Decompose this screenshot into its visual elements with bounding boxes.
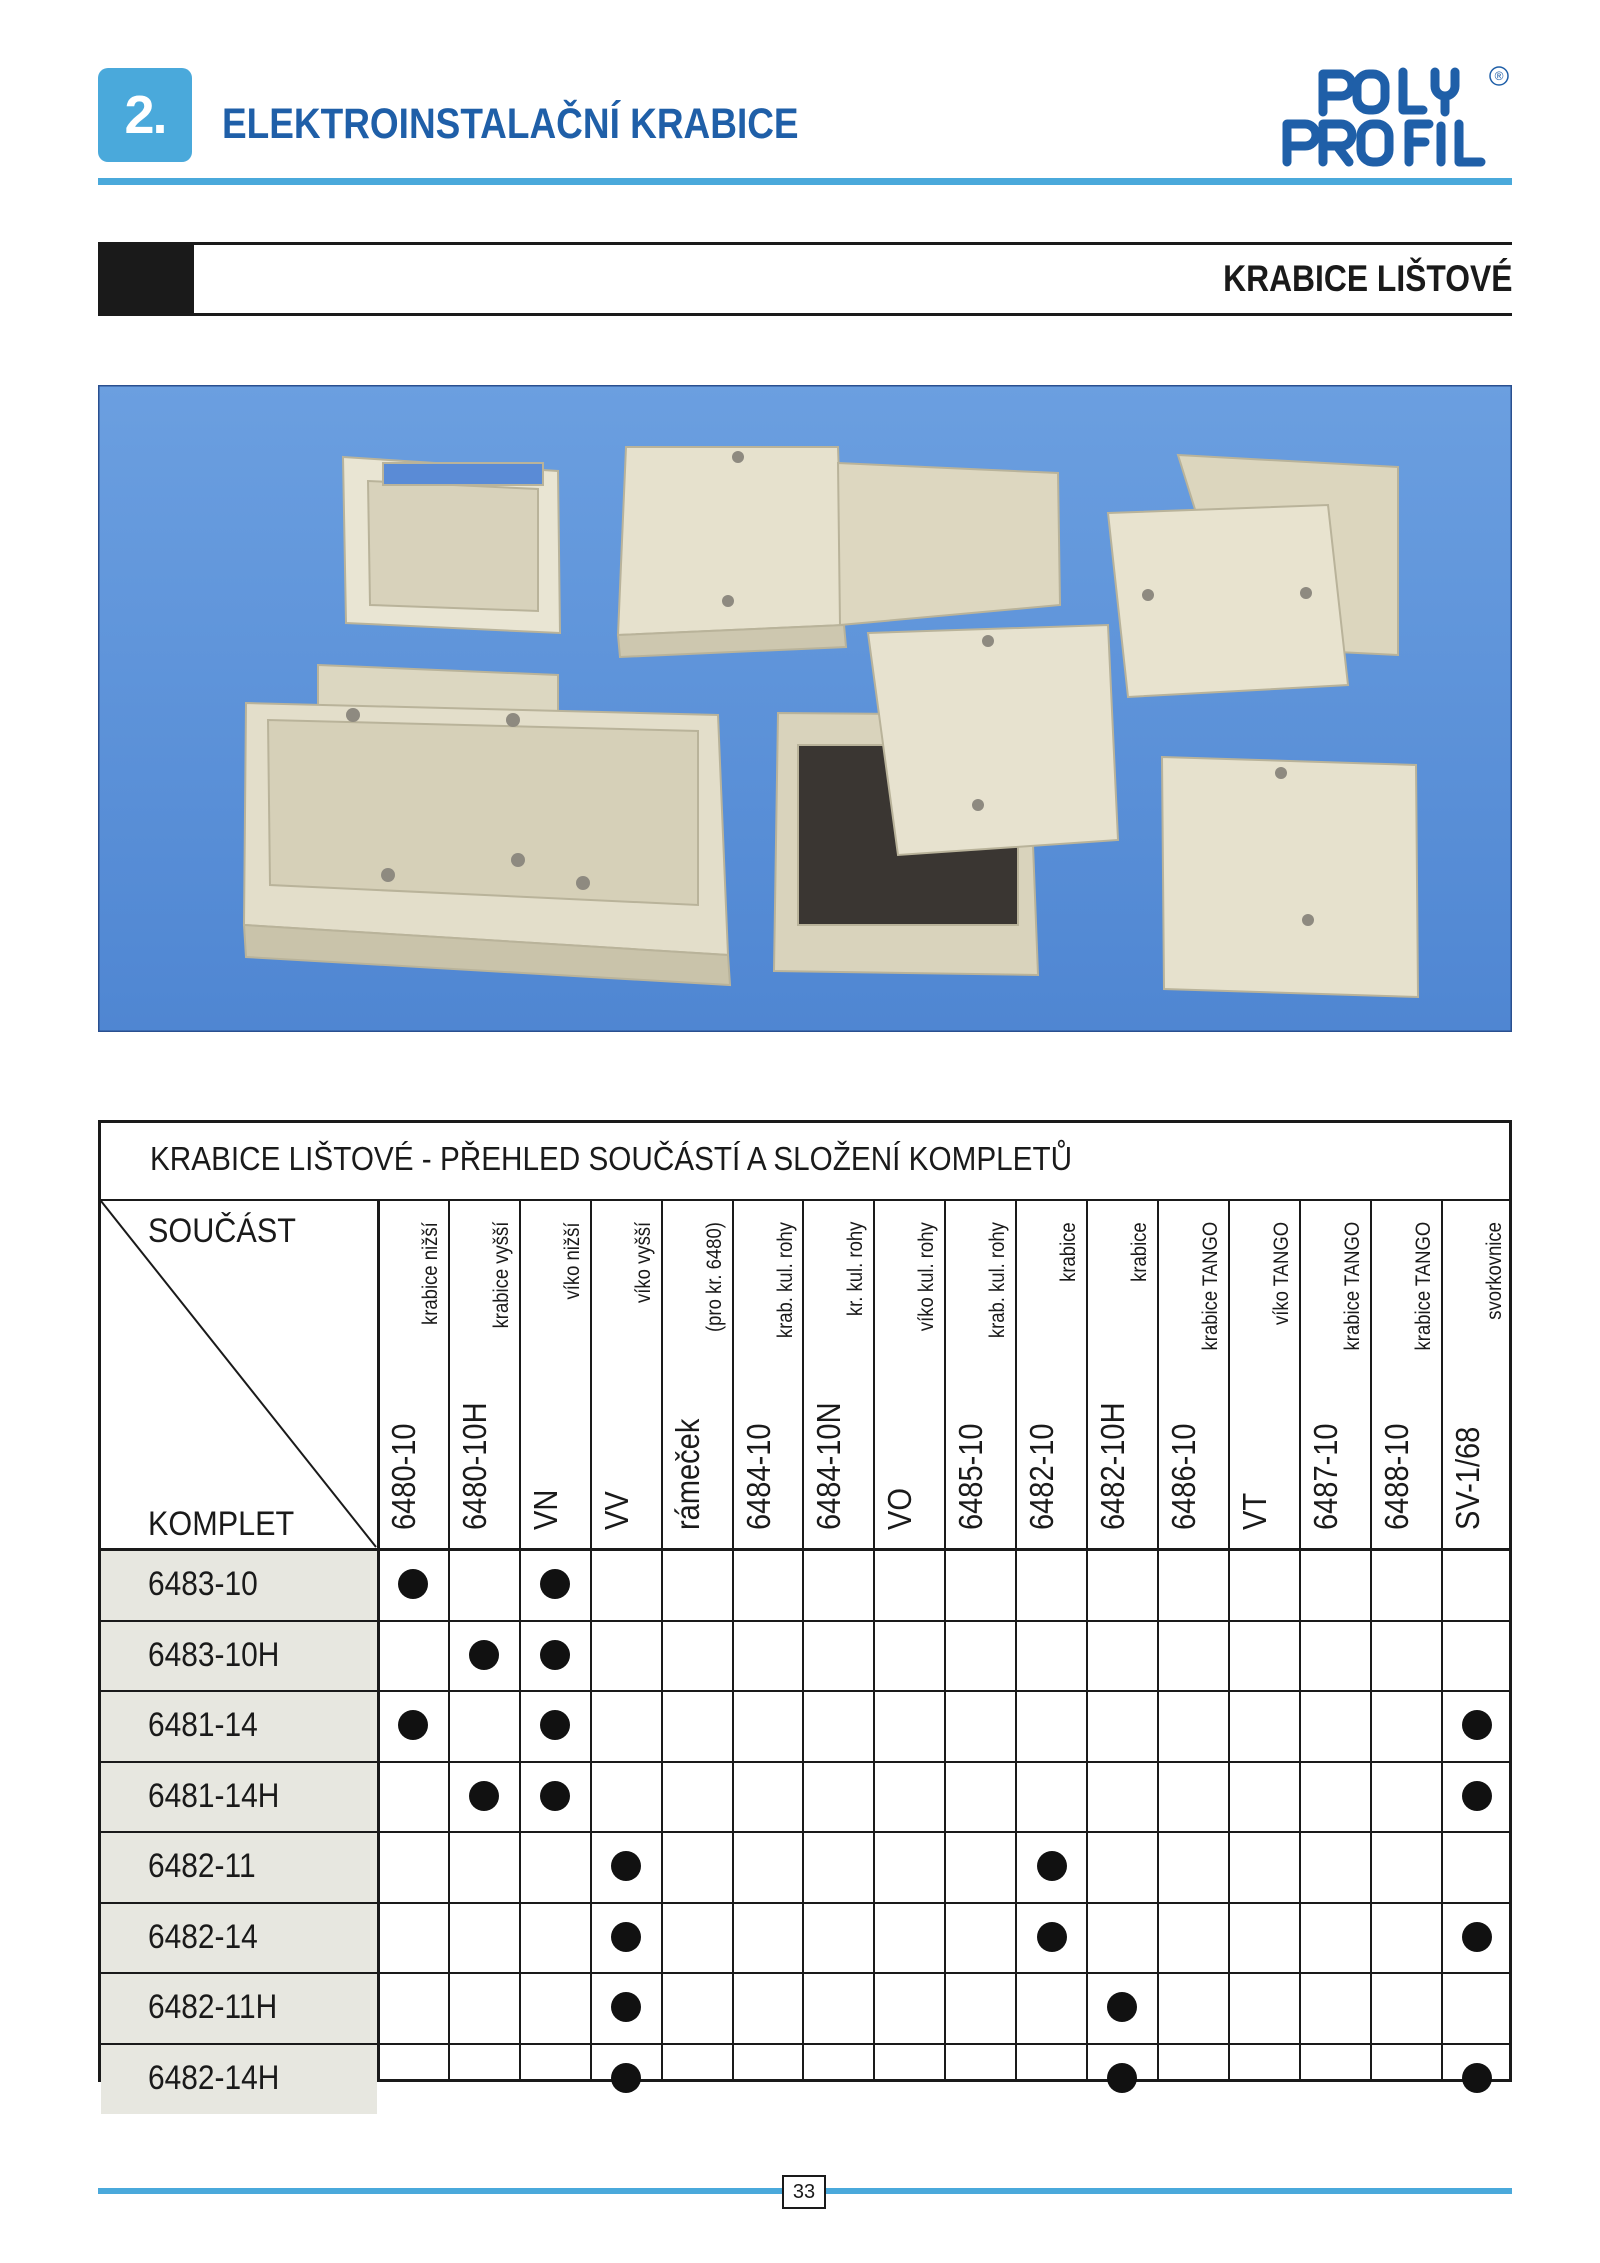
polyprofil-logo bbox=[1275, 62, 1515, 172]
component-included-dot bbox=[540, 1710, 570, 1740]
column-code: VT bbox=[1236, 1492, 1273, 1530]
column-code: 6482-10 bbox=[1023, 1423, 1060, 1530]
column-description: krabice TANGO bbox=[1341, 1222, 1364, 1351]
component-included-dot bbox=[1107, 2063, 1137, 2093]
column-code: 6480-10H bbox=[456, 1402, 493, 1530]
column-description: krabice nižší bbox=[419, 1222, 442, 1325]
component-included-dot bbox=[469, 1781, 499, 1811]
column-code: 6480-10 bbox=[385, 1423, 422, 1530]
column-header bbox=[944, 1200, 1014, 1548]
column-description: svorkovnice bbox=[1483, 1222, 1506, 1320]
component-included-dot bbox=[611, 1992, 641, 2022]
column-header bbox=[661, 1200, 731, 1548]
column-description: krab. kul. rohy bbox=[986, 1222, 1009, 1339]
column-header bbox=[448, 1200, 518, 1548]
component-included-dot bbox=[398, 1710, 428, 1740]
component-included-dot bbox=[469, 1640, 499, 1670]
column-description: krab. kul. rohy bbox=[774, 1222, 797, 1339]
component-included-dot bbox=[611, 1851, 641, 1881]
column-header bbox=[1228, 1200, 1298, 1548]
column-description: krabice bbox=[1128, 1222, 1151, 1282]
column-code: 6486-10 bbox=[1165, 1423, 1202, 1530]
column-code: 6484-10 bbox=[740, 1423, 777, 1530]
component-included-dot bbox=[611, 2063, 641, 2093]
product-photo bbox=[98, 385, 1512, 1032]
column-header bbox=[1157, 1200, 1227, 1548]
component-included-dot bbox=[1037, 1922, 1067, 1952]
corner-label-soucast: SOUČÁST bbox=[148, 1212, 296, 1250]
section-heading-block bbox=[98, 242, 194, 316]
column-header bbox=[1086, 1200, 1156, 1548]
column-header bbox=[1299, 1200, 1369, 1548]
column-description: krabice TANGO bbox=[1199, 1222, 1222, 1351]
column-header bbox=[1370, 1200, 1440, 1548]
component-included-dot bbox=[1037, 1851, 1067, 1881]
row-label: 6481-14H bbox=[148, 1777, 280, 1815]
column-code: SV-1/68 bbox=[1449, 1426, 1486, 1530]
column-header bbox=[802, 1200, 872, 1548]
column-header bbox=[1015, 1200, 1085, 1548]
column-code: VV bbox=[598, 1491, 635, 1530]
column-description: víko kul. rohy bbox=[915, 1222, 938, 1331]
column-code: 6482-10H bbox=[1094, 1402, 1131, 1530]
column-code: 6488-10 bbox=[1378, 1423, 1415, 1530]
column-description: krabice bbox=[1057, 1222, 1080, 1282]
component-included-dot bbox=[1462, 2063, 1492, 2093]
registered-mark: ® bbox=[1494, 69, 1504, 83]
page-number: 33 bbox=[782, 2175, 826, 2209]
table-title: KRABICE LIŠTOVÉ - PŘEHLED SOUČÁSTÍ A SLOŽENÍ KOMPLETŮ bbox=[150, 1140, 1073, 1177]
component-included-dot bbox=[1107, 1992, 1137, 2022]
column-header bbox=[519, 1200, 589, 1548]
column-description: kr. kul. rohy bbox=[844, 1222, 867, 1317]
column-code: VO bbox=[881, 1488, 918, 1530]
column-header bbox=[590, 1200, 660, 1548]
column-header bbox=[377, 1200, 447, 1548]
component-included-dot bbox=[1462, 1781, 1492, 1811]
component-included-dot bbox=[1462, 1922, 1492, 1952]
component-included-dot bbox=[1462, 1710, 1492, 1740]
component-included-dot bbox=[540, 1569, 570, 1599]
row-label: 6482-11H bbox=[148, 1988, 278, 2026]
row-label: 6483-10 bbox=[148, 1565, 258, 1603]
column-description: víko vyšší bbox=[632, 1222, 655, 1304]
column-description: víko TANGO bbox=[1270, 1222, 1293, 1326]
component-included-dot bbox=[540, 1640, 570, 1670]
corner-diagonal bbox=[98, 1199, 378, 1549]
column-description: krabice vyšší bbox=[490, 1222, 513, 1329]
column-code: rámeček bbox=[669, 1418, 706, 1530]
row-label: 6482-14 bbox=[148, 1918, 258, 1956]
row-label: 6483-10H bbox=[148, 1636, 280, 1674]
column-description: (pro kr. 6480) bbox=[703, 1222, 726, 1332]
column-code: 6485-10 bbox=[952, 1423, 989, 1530]
component-included-dot bbox=[540, 1781, 570, 1811]
column-header bbox=[1441, 1200, 1511, 1548]
column-code: 6487-10 bbox=[1307, 1423, 1344, 1530]
component-included-dot bbox=[611, 1922, 641, 1952]
row-label: 6481-14 bbox=[148, 1706, 258, 1744]
corner-label-komplet: KOMPLET bbox=[148, 1505, 295, 1543]
component-included-dot bbox=[398, 1569, 428, 1599]
column-header bbox=[873, 1200, 943, 1548]
header-rule bbox=[98, 178, 1512, 185]
row-label: 6482-14H bbox=[148, 2059, 280, 2097]
column-code: 6484-10N bbox=[810, 1402, 847, 1530]
column-header bbox=[732, 1200, 802, 1548]
column-code: VN bbox=[527, 1489, 564, 1530]
chapter-number-badge: 2. bbox=[98, 68, 192, 162]
chapter-title: ELEKTROINSTALAČNÍ KRABICE bbox=[222, 100, 799, 148]
section-title: KRABICE LIŠTOVÉ bbox=[1222, 258, 1512, 299]
column-description: krabice TANGO bbox=[1412, 1222, 1435, 1351]
row-label: 6482-11 bbox=[148, 1847, 256, 1885]
column-description: víko nižší bbox=[561, 1222, 584, 1300]
